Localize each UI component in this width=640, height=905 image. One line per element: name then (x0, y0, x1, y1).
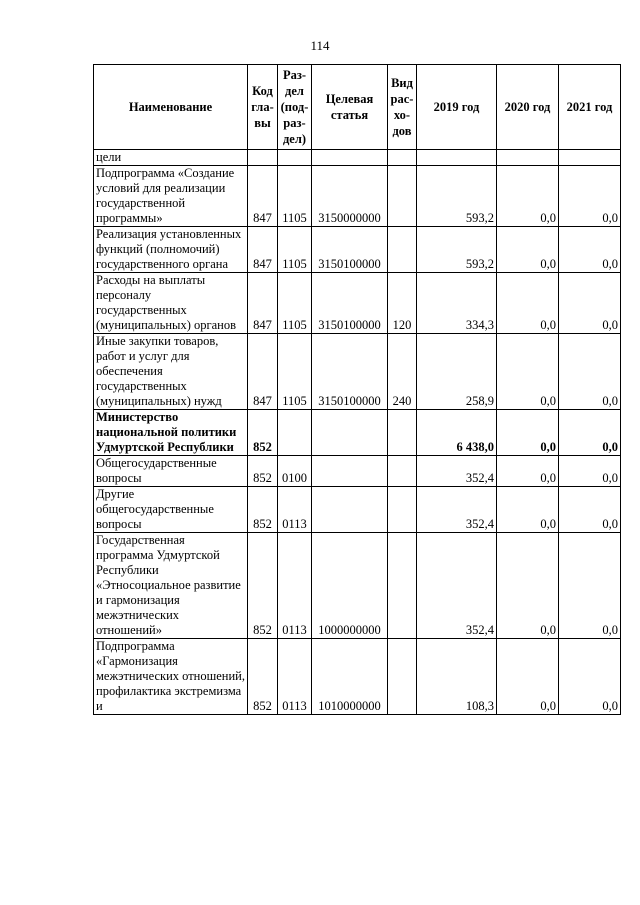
row-celevaya (312, 410, 388, 456)
row-celevaya (312, 150, 388, 166)
row-name: Подпрограмма «Гармонизация межэтнических отношений, профилактика экстремизма и (94, 639, 248, 715)
row-2019: 258,9 (417, 334, 497, 410)
row-name: Государственная программа Удмуртской Республики «Этносоциальное развитие и гармонизация межэтнических отношений» (94, 533, 248, 639)
row-razdel: 1105 (278, 227, 312, 273)
row-2020: 0,0 (497, 410, 559, 456)
row-razdel (278, 150, 312, 166)
row-vid (388, 227, 417, 273)
row-2020: 0,0 (497, 487, 559, 533)
row-vid: 120 (388, 273, 417, 334)
header-razdel: Раз- дел (под- раз- дел) (278, 65, 312, 150)
row-celevaya: 3150100000 (312, 334, 388, 410)
row-vid (388, 456, 417, 487)
budget-table (93, 64, 621, 715)
row-2020: 0,0 (497, 273, 559, 334)
row-2019 (417, 150, 497, 166)
header-celevaya: Целевая статья (312, 65, 388, 150)
row-2019: 108,3 (417, 639, 497, 715)
row-razdel: 0113 (278, 639, 312, 715)
row-2019: 352,4 (417, 533, 497, 639)
table-row (94, 533, 621, 639)
header-vid: Вид рас- хо- дов (388, 65, 417, 150)
table-row (94, 487, 621, 533)
table-row (94, 334, 621, 410)
table-row (94, 273, 621, 334)
row-razdel: 0113 (278, 533, 312, 639)
header-name: Наименование (94, 65, 248, 150)
row-2020: 0,0 (497, 639, 559, 715)
row-2019: 593,2 (417, 166, 497, 227)
row-name: Расходы на выплаты персоналу государственных (муниципальных) органов (94, 273, 248, 334)
row-name: Иные закупки товаров, работ и услуг для обеспечения государственных (муниципальных) нужд (94, 334, 248, 410)
row-2021 (559, 150, 621, 166)
row-vid (388, 150, 417, 166)
row-razdel: 1105 (278, 273, 312, 334)
row-2019: 6 438,0 (417, 410, 497, 456)
row-celevaya: 1000000000 (312, 533, 388, 639)
table-row (94, 410, 621, 456)
row-celevaya (312, 487, 388, 533)
row-2019: 352,4 (417, 487, 497, 533)
row-kod: 847 (248, 334, 278, 410)
row-2020: 0,0 (497, 166, 559, 227)
row-2021: 0,0 (559, 410, 621, 456)
row-vid (388, 533, 417, 639)
row-name: Подпрограмма «Создание условий для реализации государственной программы» (94, 166, 248, 227)
row-kod: 852 (248, 456, 278, 487)
row-kod: 852 (248, 487, 278, 533)
table-header-row (94, 65, 621, 150)
row-celevaya: 1010000000 (312, 639, 388, 715)
header-kod: Код гла- вы (248, 65, 278, 150)
row-kod (248, 150, 278, 166)
row-2021: 0,0 (559, 456, 621, 487)
row-2021: 0,0 (559, 533, 621, 639)
page-number: 114 (310, 38, 330, 53)
row-name: Другие общегосударственные вопросы (94, 487, 248, 533)
row-2020: 0,0 (497, 456, 559, 487)
row-kod: 852 (248, 533, 278, 639)
row-vid (388, 166, 417, 227)
row-2021: 0,0 (559, 227, 621, 273)
row-2021: 0,0 (559, 166, 621, 227)
row-celevaya (312, 456, 388, 487)
row-2021: 0,0 (559, 639, 621, 715)
row-2020: 0,0 (497, 227, 559, 273)
table-row (94, 166, 621, 227)
row-celevaya: 3150100000 (312, 227, 388, 273)
row-2019: 593,2 (417, 227, 497, 273)
row-razdel: 1105 (278, 166, 312, 227)
header-2019: 2019 год (417, 65, 497, 150)
row-2021: 0,0 (559, 334, 621, 410)
row-kod: 852 (248, 639, 278, 715)
row-razdel: 0113 (278, 487, 312, 533)
row-vid (388, 410, 417, 456)
header-2020: 2020 год (497, 65, 559, 150)
row-kod: 852 (248, 410, 278, 456)
table-row (94, 639, 621, 715)
row-2020: 0,0 (497, 334, 559, 410)
table-row (94, 227, 621, 273)
row-2020: 0,0 (497, 533, 559, 639)
row-vid: 240 (388, 334, 417, 410)
row-vid (388, 639, 417, 715)
row-name: цели (94, 150, 248, 166)
row-name: Реализация установленных функций (полномочий) государственного органа (94, 227, 248, 273)
row-vid (388, 487, 417, 533)
row-2021: 0,0 (559, 487, 621, 533)
row-razdel: 0100 (278, 456, 312, 487)
row-2021: 0,0 (559, 273, 621, 334)
row-celevaya: 3150000000 (312, 166, 388, 227)
header-2021: 2021 год (559, 65, 621, 150)
table-row (94, 456, 621, 487)
table-row (94, 150, 621, 166)
row-2019: 352,4 (417, 456, 497, 487)
row-kod: 847 (248, 227, 278, 273)
row-celevaya: 3150100000 (312, 273, 388, 334)
row-kod: 847 (248, 273, 278, 334)
row-2020 (497, 150, 559, 166)
row-name: Министерство национальной политики Удмуртской Республики (94, 410, 248, 456)
row-razdel (278, 410, 312, 456)
row-razdel: 1105 (278, 334, 312, 410)
row-name: Общегосударственные вопросы (94, 456, 248, 487)
row-kod: 847 (248, 166, 278, 227)
row-2019: 334,3 (417, 273, 497, 334)
